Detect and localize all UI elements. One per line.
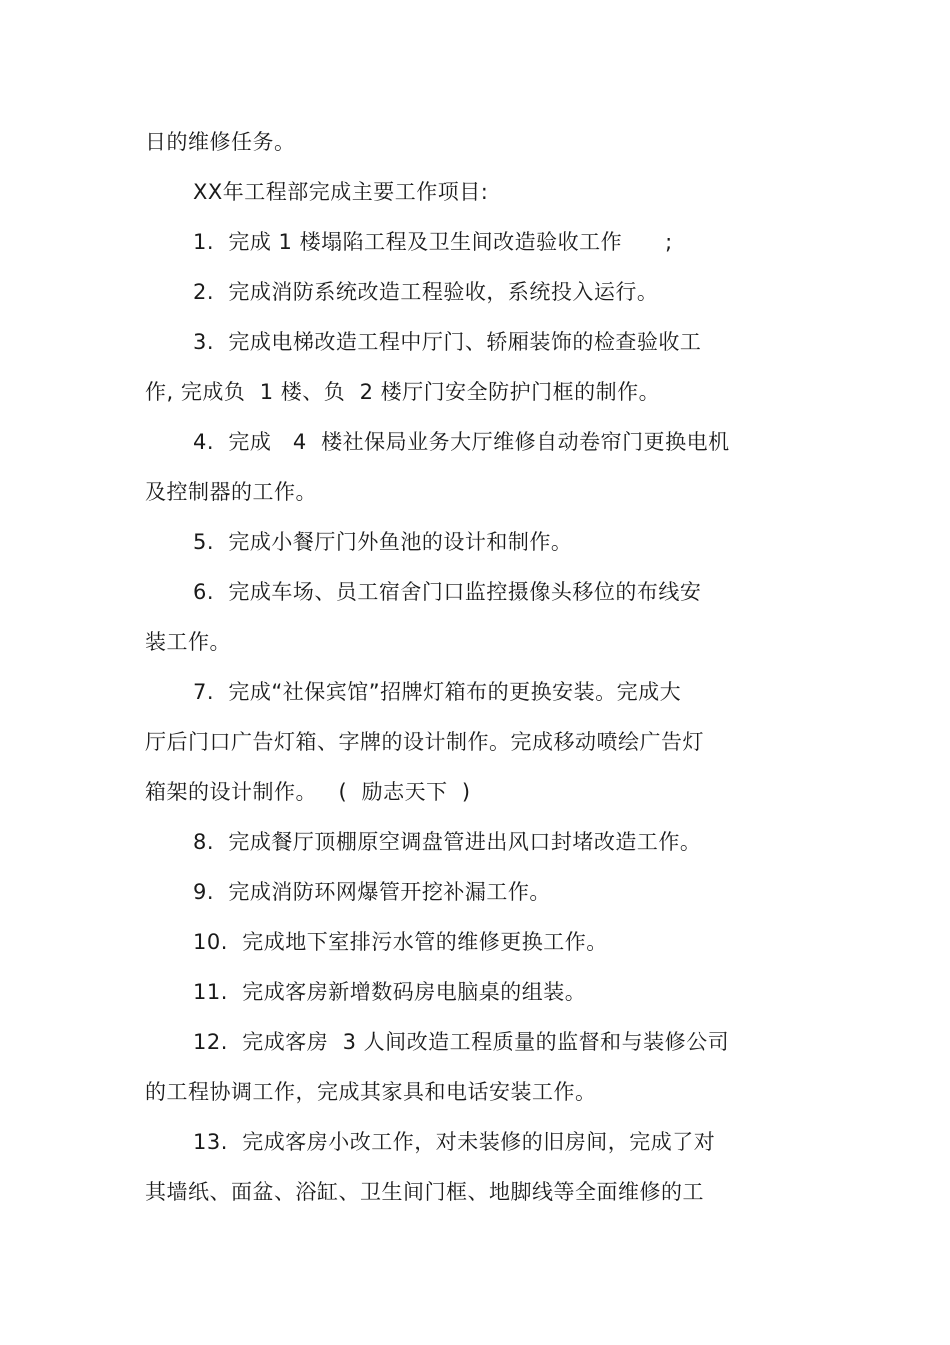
text-line: 2. 完成消防系统改造工程验收，系统投入运行。 bbox=[193, 280, 659, 304]
text-line: 及控制器的工作。 bbox=[145, 480, 317, 504]
text-line: 4. 完成 4 楼社保局业务大厅维修自动卷帘门更换电机 bbox=[193, 430, 730, 454]
text-line: 厅后门口广告灯箱、字牌的设计制作。完成移动喷绘广告灯 bbox=[145, 730, 704, 754]
text-line: 10. 完成地下室排污水管的维修更换工作。 bbox=[193, 930, 608, 954]
text-line: 其墙纸、面盆、浴缸、卫生间门框、地脚线等全面维修的工 bbox=[145, 1180, 704, 1204]
text-line: 3. 完成电梯改造工程中厅门、轿厢装饰的检查验收工 bbox=[193, 330, 702, 354]
text-line: 日的维修任务。 bbox=[145, 130, 296, 154]
text-line: XX年工程部完成主要工作项目: bbox=[193, 180, 489, 204]
text-line: 装工作。 bbox=[145, 630, 231, 654]
text-line: 的工程协调工作，完成其家具和电话安装工作。 bbox=[145, 1080, 597, 1104]
text-line: 11. 完成客房新增数码房电脑桌的组装。 bbox=[193, 980, 587, 1004]
text-line: 13. 完成客房小改工作，对未装修的旧房间，完成了对 bbox=[193, 1130, 716, 1154]
text-line: 6. 完成车场、员工宿舍门口监控摄像头移位的布线安 bbox=[193, 580, 702, 604]
text-line: 1. 完成 1 楼塌陷工程及卫生间改造验收工作 ; bbox=[193, 230, 673, 254]
text-line: 8. 完成餐厅顶棚原空调盘管进出风口封堵改造工作。 bbox=[193, 830, 702, 854]
text-line: 7. 完成“社保宾馆”招牌灯箱布的更换安装。完成大 bbox=[193, 680, 682, 704]
text-line: 12. 完成客房 3 人间改造工程质量的监督和与装修公司 bbox=[193, 1030, 730, 1054]
text-line: 9. 完成消防环网爆管开挖补漏工作。 bbox=[193, 880, 551, 904]
text-line: 箱架的设计制作。 ( 励志天下 ) bbox=[145, 780, 471, 804]
text-line: 作, 完成负 1 楼、负 2 楼厅门安全防护门框的制作。 bbox=[145, 380, 661, 404]
text-line: 5. 完成小餐厅门外鱼池的设计和制作。 bbox=[193, 530, 573, 554]
